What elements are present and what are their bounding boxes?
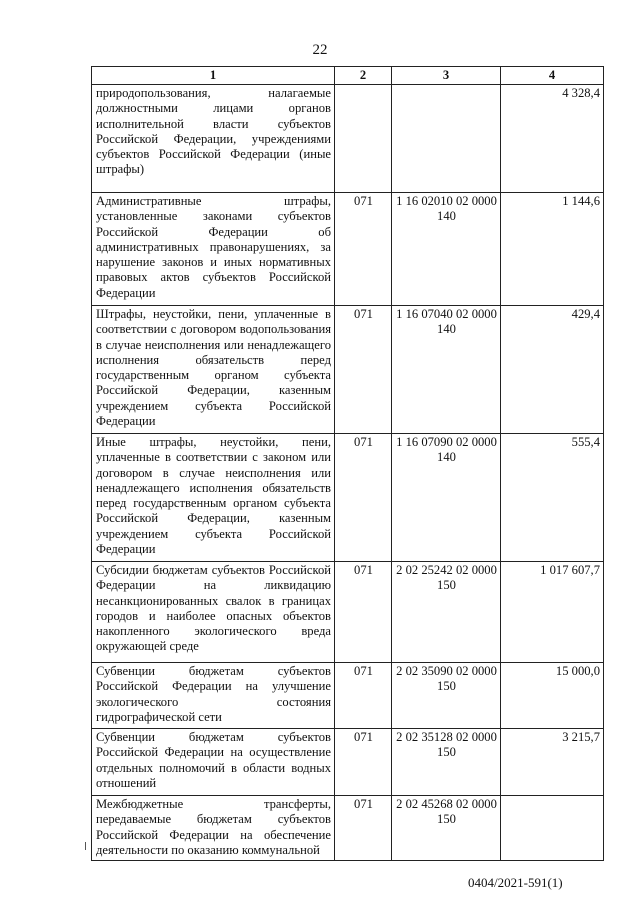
row-name: Межбюджетные трансферты, передаваемые бюджетам субъектов Российской Федерации на обеспечение деятельности по оказанию коммунальной (92, 796, 335, 861)
row-sum: 3 215,7 (501, 729, 604, 796)
row-name: Иные штрафы, неустойки, пени, уплаченные в соответствии с законом или договором в случае неисполнения или ненадлежащего исполнения обязательств перед государственным органом субъекта Российской Федерации, казенным учреждением субъекта Российской Федерации (92, 434, 335, 562)
row-admin-code (335, 85, 392, 193)
row-admin-code: 071 (335, 193, 392, 306)
row-admin-code: 071 (335, 562, 392, 663)
row-name: Штрафы, неустойки, пени, уплаченные в соответствии с договором водопользования в случае неисполнения или ненадлежащего исполнения обязательств перед государственным органом субъекта Российской Федерации, казенным учреждением субъекта Российской Федерации (92, 306, 335, 434)
row-admin-code: 071 (335, 434, 392, 562)
row-budget-code: 1 16 02010 02 0000 140 (392, 193, 501, 306)
header-col-1: 1 (92, 67, 335, 85)
row-admin-code: 071 (335, 663, 392, 729)
table-row (92, 193, 604, 306)
row-sum: 429,4 (501, 306, 604, 434)
row-admin-code: 071 (335, 729, 392, 796)
table-body (92, 85, 604, 861)
row-admin-code: 071 (335, 306, 392, 434)
row-name: Административные штрафы, установленные законами субъектов Российской Федерации об административных правонарушениях, за нарушение законов и иных нормативных правовых актов субъектов Российской Федерации (92, 193, 335, 306)
document-code: 0404/2021-591(1) (468, 875, 563, 890)
row-sum: 15 000,0 (501, 663, 604, 729)
table-row (92, 729, 604, 796)
row-admin-code: 071 (335, 796, 392, 861)
row-budget-code: 1 16 07090 02 0000 140 (392, 434, 501, 562)
row-name: природопользования, налагаемые должностными лицами органов исполнительной власти субъектов Российской Федерации, учреждениями субъектов Российской Федерации (иные штрафы) (92, 85, 335, 193)
table-row (92, 85, 604, 193)
header-col-3: 3 (392, 67, 501, 85)
revenue-table (91, 66, 604, 861)
table-row (92, 562, 604, 663)
table-row (92, 434, 604, 562)
row-sum: 1 017 607,7 (501, 562, 604, 663)
row-sum: 555,4 (501, 434, 604, 562)
header-col-4: 4 (501, 67, 604, 85)
row-sum: 1 144,6 (501, 193, 604, 306)
row-budget-code: 2 02 45268 02 0000 150 (392, 796, 501, 861)
row-sum (501, 796, 604, 861)
table-row (92, 306, 604, 434)
row-budget-code (392, 85, 501, 193)
table-header (92, 67, 604, 85)
page-number: 22 (312, 42, 328, 58)
row-name: Субсидии бюджетам субъектов Российской Федерации на ликвидацию несанкционированных свалок в границах городов и наиболее опасных объектов накопленного экологического вреда окружающей среде (92, 562, 335, 663)
row-sum: 4 328,4 (501, 85, 604, 193)
row-budget-code: 2 02 35128 02 0000 150 (392, 729, 501, 796)
row-name: Субвенции бюджетам субъектов Российской Федерации на улучшение экологического состояния гидрографической сети (92, 663, 335, 729)
row-name: Субвенции бюджетам субъектов Российской Федерации на осуществление отдельных полномочий в области водных отношений (92, 729, 335, 796)
row-budget-code: 1 16 07040 02 0000 140 (392, 306, 501, 434)
row-budget-code: 2 02 35090 02 0000 150 (392, 663, 501, 729)
table-row (92, 796, 604, 861)
table-row (92, 663, 604, 729)
header-col-2: 2 (335, 67, 392, 85)
scan-mark (85, 842, 86, 850)
row-budget-code: 2 02 25242 02 0000 150 (392, 562, 501, 663)
header-row (92, 67, 604, 85)
